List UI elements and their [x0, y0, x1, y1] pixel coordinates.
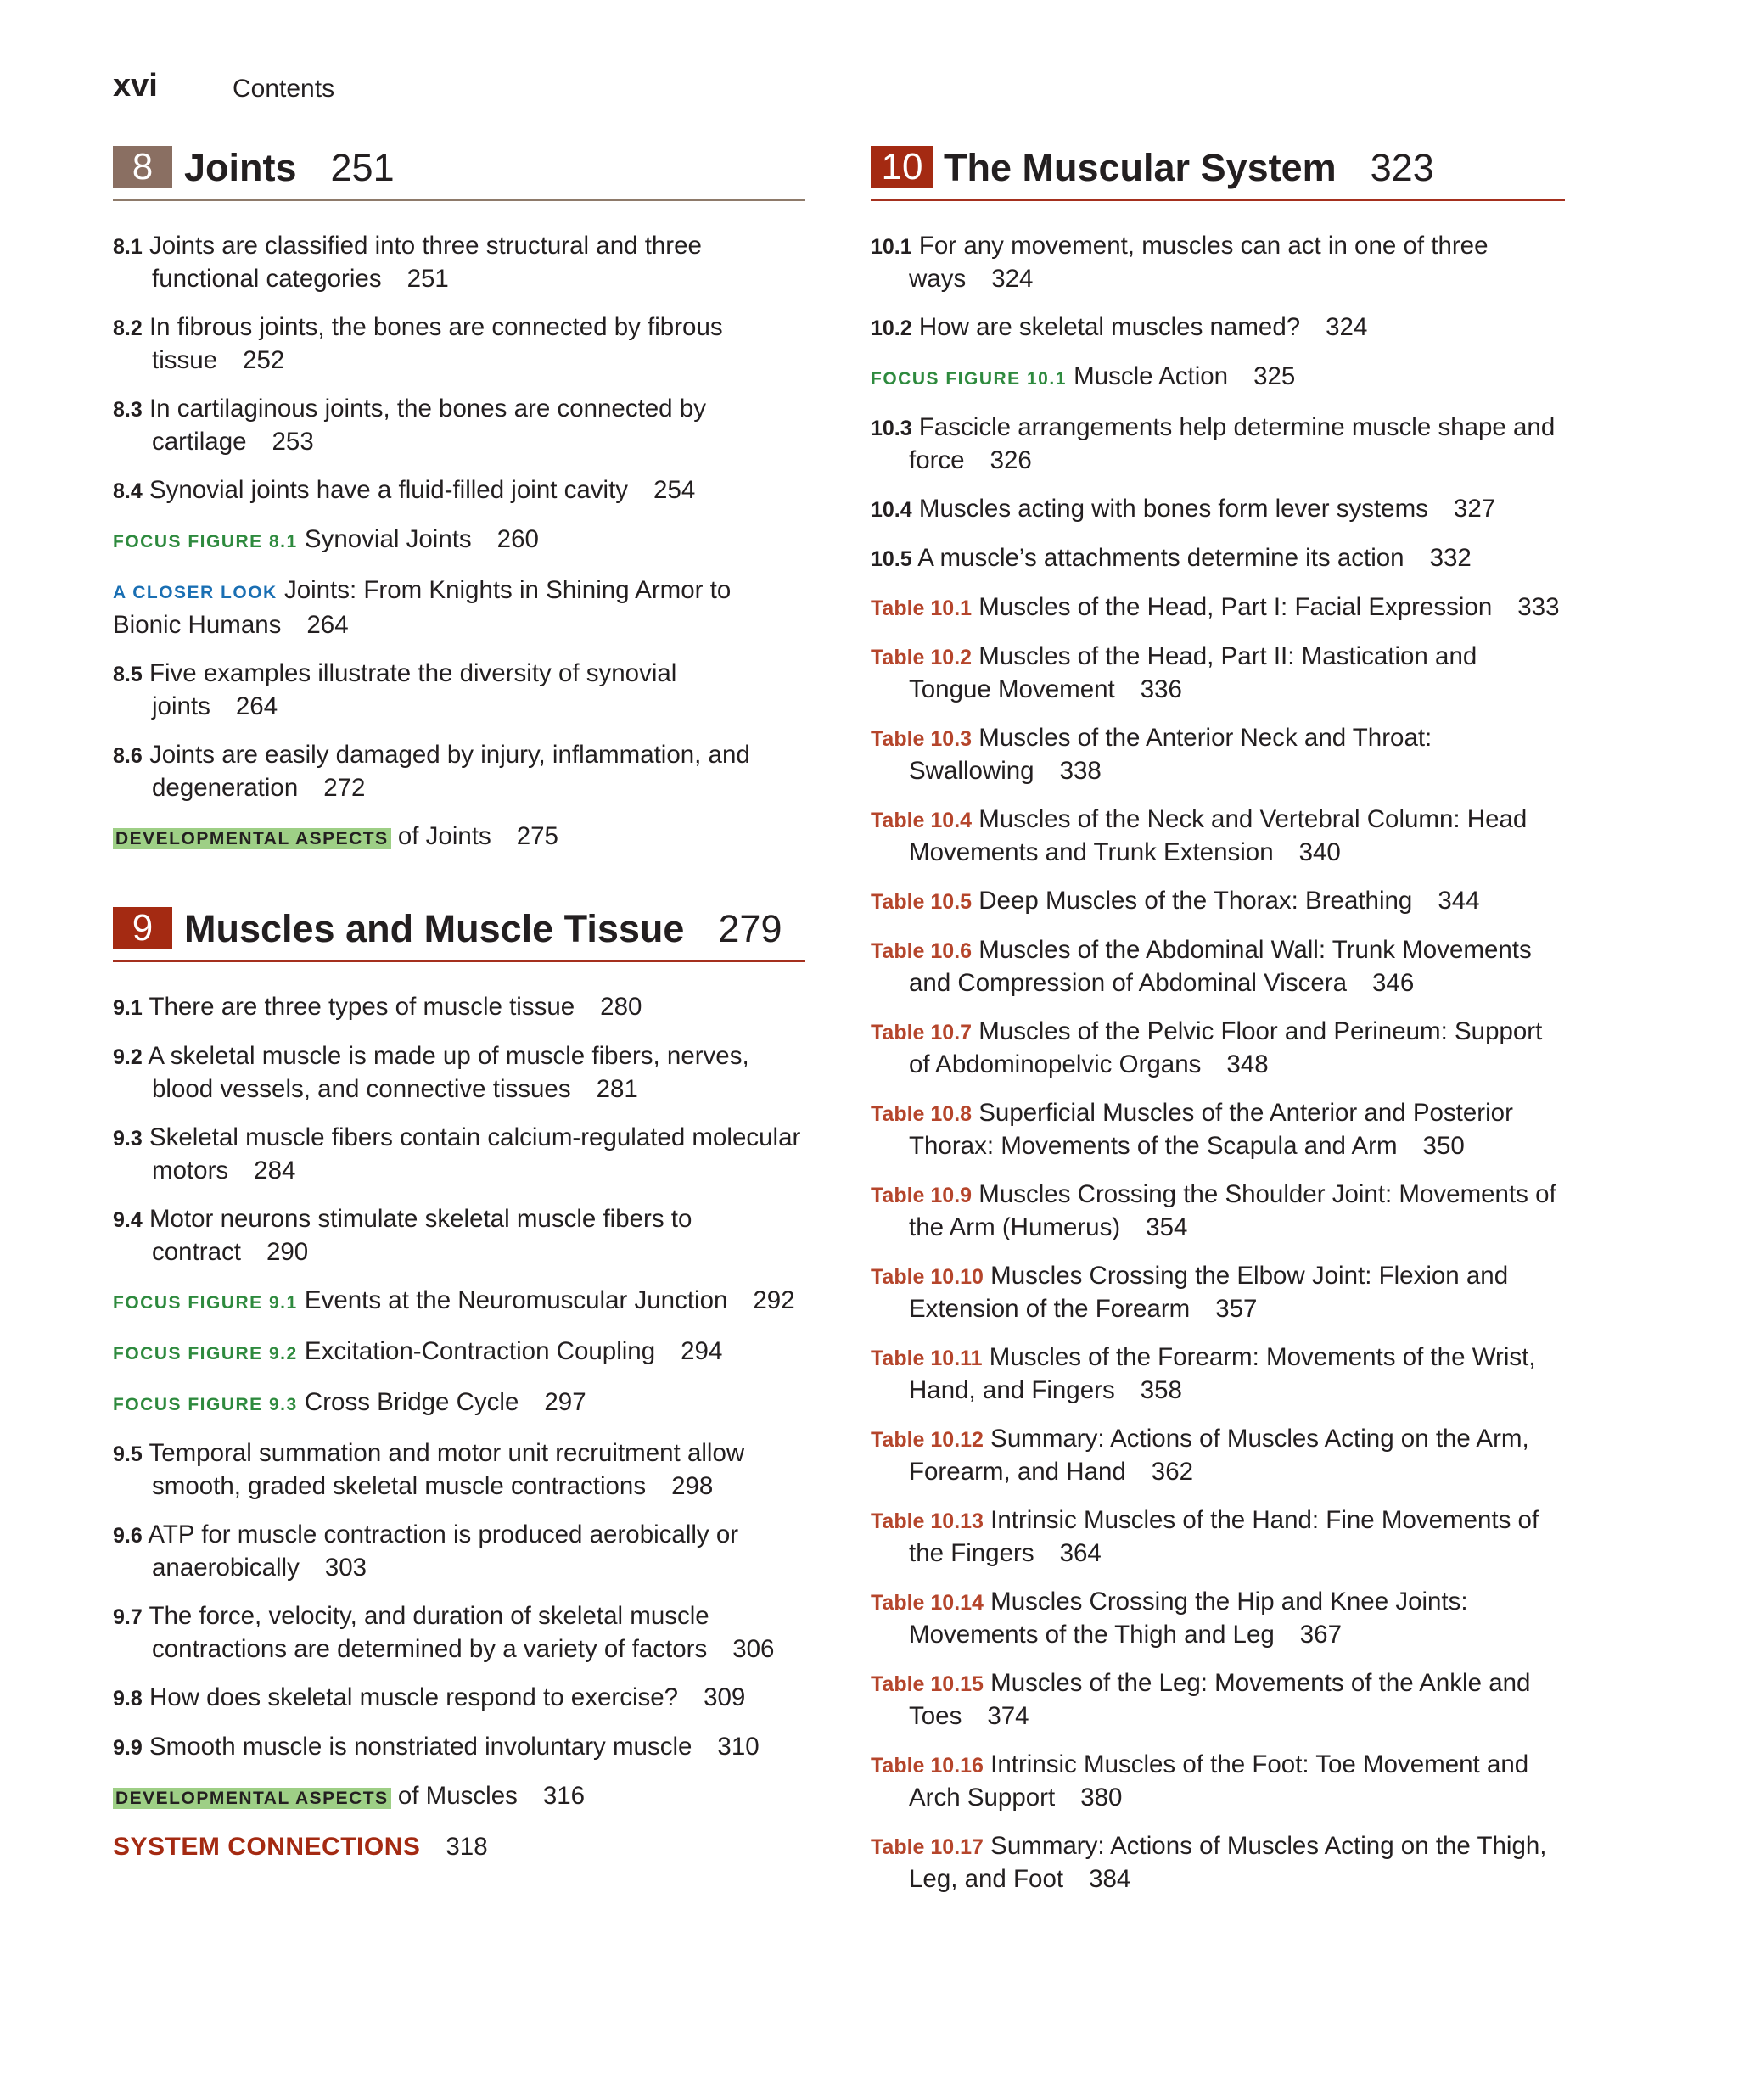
section-title: Temporal summation and motor unit recruitment allow smooth, graded skeletal muscle contractions — [149, 1439, 745, 1500]
section-number: 9.6 — [113, 1524, 143, 1548]
table-label: Table 10.17 — [871, 1835, 984, 1859]
section-title: ATP for muscle contraction is produced aerobically or anaerobically — [148, 1520, 739, 1582]
table-label: Table 10.6 — [871, 939, 973, 963]
page-ref: 374 — [987, 1702, 1029, 1730]
focus-figure-tag: FOCUS FIGURE 10.1 — [871, 369, 1067, 389]
page-ref: 338 — [1059, 757, 1102, 785]
section-title: Muscles Crossing the Hip and Knee Joints: Movements of the Thigh and Leg — [909, 1588, 1468, 1649]
toc-entry-8-3[interactable] — [113, 393, 805, 458]
developmental-aspects-tag: DEVELOPMENTAL ASPECTS — [113, 1788, 391, 1809]
chapter-number: 8 — [113, 146, 172, 188]
toc-entry-8-5[interactable] — [113, 658, 805, 723]
focus-figure-tag: FOCUS FIGURE 8.1 — [113, 532, 298, 552]
page-ref: 324 — [1326, 313, 1368, 341]
section-title: Joints are easily damaged by injury, inflammation, and degeneration — [149, 741, 750, 802]
toc-entry-focus-figure[interactable] — [113, 1386, 805, 1421]
section-title: For any movement, muscles can act in one of three ways — [909, 232, 1489, 293]
toc-entry-table-10-13[interactable] — [871, 1504, 1565, 1570]
developmental-aspects-tag: DEVELOPMENTAL ASPECTS — [113, 828, 391, 849]
page-ref: 354 — [1146, 1213, 1188, 1241]
page-ref: 251 — [406, 265, 449, 293]
toc-entry-closer-look[interactable] — [113, 574, 805, 641]
page-ref: 362 — [1151, 1458, 1194, 1486]
page-ref: 292 — [753, 1286, 795, 1314]
page-ref: 309 — [704, 1683, 746, 1711]
section-title: Skeletal muscle fibers contain calcium-regulated molecular motors — [149, 1123, 801, 1184]
section-number: 9.1 — [113, 996, 143, 1020]
table-label: Table 10.1 — [871, 596, 973, 620]
toc-entry-10-2[interactable] — [871, 311, 1565, 344]
page-ref: 336 — [1140, 675, 1182, 703]
toc-entry-8-2[interactable] — [113, 311, 805, 377]
section-number: 8.2 — [113, 316, 143, 340]
toc-entry-table-10-3[interactable] — [871, 722, 1565, 787]
chapter-page: 251 — [330, 146, 395, 189]
toc-entry-system-connections[interactable] — [113, 1831, 805, 1863]
section-title: Muscles of the Head, Part II: Mastication and Tongue Movement — [909, 642, 1477, 703]
section-title: Joints: From Knights in Shining Armor to Bionic Humans — [113, 576, 732, 639]
toc-entry-developmental-aspects[interactable] — [113, 820, 805, 855]
section-title: Smooth muscle is nonstriated involuntary muscle — [149, 1733, 692, 1761]
page-ref: 303 — [324, 1554, 367, 1582]
chapter-number: 10 — [871, 146, 933, 188]
section-title: of Muscles — [397, 1782, 518, 1810]
table-label: Table 10.14 — [871, 1591, 984, 1615]
toc-entry-9-2[interactable] — [113, 1040, 805, 1106]
section-number: 9.3 — [113, 1127, 143, 1151]
running-head: Contents — [233, 75, 335, 103]
page-ref: 260 — [496, 525, 539, 553]
section-number: 9.9 — [113, 1736, 143, 1760]
toc-entry-9-9[interactable] — [113, 1731, 805, 1764]
toc-entry-9-5[interactable] — [113, 1437, 805, 1503]
section-title: Muscles Crossing the Shoulder Joint: Movements of the Arm (Humerus) — [909, 1180, 1556, 1241]
chapter-page: 323 — [1370, 146, 1434, 189]
toc-entry-table-10-1[interactable] — [871, 591, 1565, 624]
section-number: 9.5 — [113, 1442, 143, 1466]
toc-entry-9-3[interactable] — [113, 1122, 805, 1187]
section-title: Synovial Joints — [304, 525, 472, 553]
section-title: Intrinsic Muscles of the Hand: Fine Movements of the Fingers — [909, 1506, 1539, 1567]
chapter-number: 9 — [113, 907, 172, 949]
page-ref: 275 — [516, 822, 558, 850]
toc-entry-9-4[interactable] — [113, 1203, 805, 1268]
section-number: 10.4 — [871, 498, 912, 522]
left-column — [113, 146, 805, 1879]
chapter-title: Joints 251 — [184, 146, 395, 189]
page-ref: 253 — [272, 428, 314, 456]
page-ref: 298 — [671, 1472, 714, 1500]
section-number: 8.6 — [113, 744, 143, 768]
page-ref: 327 — [1453, 495, 1496, 523]
section-title: Muscles Crossing the Elbow Joint: Flexion and Extension of the Forearm — [909, 1262, 1509, 1323]
table-label: Table 10.15 — [871, 1672, 984, 1696]
table-label: Table 10.13 — [871, 1509, 984, 1533]
section-title: Deep Muscles of the Thorax: Breathing — [978, 887, 1413, 915]
toc-entry-8-1[interactable] — [113, 230, 805, 295]
section-title: Excitation-Contraction Coupling — [304, 1337, 656, 1365]
toc-entry-table-10-16[interactable] — [871, 1749, 1565, 1814]
section-title: Joints are classified into three structural and three functional categories — [149, 232, 702, 293]
section-number: 8.1 — [113, 235, 143, 259]
section-title: Muscle Action — [1074, 362, 1229, 390]
chapter-title: Muscles and Muscle Tissue 279 — [184, 907, 782, 950]
page-ref: 367 — [1299, 1621, 1342, 1649]
section-title: Superficial Muscles of the Anterior and Posterior Thorax: Movements of the Scapula and Arm — [909, 1099, 1513, 1160]
table-label: Table 10.9 — [871, 1184, 973, 1207]
toc-entry-10-1[interactable] — [871, 230, 1565, 295]
section-title: Muscles acting with bones form lever systems — [918, 495, 1428, 523]
toc-entry-table-10-4[interactable] — [871, 804, 1565, 869]
section-title: In cartilaginous joints, the bones are connected by cartilage — [149, 395, 706, 456]
page-ref: 350 — [1422, 1132, 1465, 1160]
section-title: Events at the Neuromuscular Junction — [304, 1286, 728, 1314]
page-ref: 254 — [653, 476, 696, 504]
page-ref: 318 — [446, 1833, 488, 1861]
section-number: 10.1 — [871, 235, 912, 259]
toc-entry-table-10-10[interactable] — [871, 1260, 1565, 1325]
section-title: A skeletal muscle is made up of muscle fibers, nerves, blood vessels, and connective tissues — [148, 1042, 749, 1103]
chapter-spacer — [113, 871, 805, 907]
table-label: Table 10.7 — [871, 1021, 973, 1044]
page-ref: 306 — [732, 1635, 775, 1663]
toc-entry-table-10-12[interactable] — [871, 1423, 1565, 1488]
toc-entry-10-3[interactable] — [871, 412, 1565, 477]
toc-entry-table-10-11[interactable] — [871, 1341, 1565, 1407]
section-title: Synovial joints have a fluid-filled joint cavity — [149, 476, 629, 504]
section-title: Cross Bridge Cycle — [304, 1388, 519, 1416]
section-number: 9.4 — [113, 1208, 143, 1232]
page-ref: 332 — [1429, 544, 1472, 572]
focus-figure-tag: FOCUS FIGURE 9.3 — [113, 1395, 298, 1414]
toc-entry-9-1[interactable] — [113, 991, 805, 1024]
page-ref: 364 — [1059, 1539, 1102, 1567]
chapter-8-heading[interactable] — [113, 146, 805, 201]
toc-entry-developmental-aspects[interactable] — [113, 1780, 805, 1815]
focus-figure-tag: FOCUS FIGURE 9.2 — [113, 1344, 298, 1364]
focus-figure-tag: FOCUS FIGURE 9.1 — [113, 1293, 298, 1313]
page-ref: 384 — [1089, 1865, 1131, 1893]
table-label: Table 10.3 — [871, 727, 973, 751]
page-number: xvi — [113, 68, 158, 104]
section-number: 8.5 — [113, 663, 143, 686]
section-title: Muscles of the Head, Part I: Facial Expression — [978, 593, 1493, 621]
toc-entry-9-8[interactable] — [113, 1682, 805, 1715]
page-ref: 297 — [544, 1388, 586, 1416]
section-number: 8.3 — [113, 398, 143, 422]
section-title: How does skeletal muscle respond to exercise? — [149, 1683, 679, 1711]
system-connections-tag: SYSTEM CONNECTIONS — [113, 1833, 421, 1861]
toc-entry-8-4[interactable] — [113, 474, 805, 507]
section-title: Muscles of the Anterior Neck and Throat: Swallowing — [909, 724, 1432, 785]
toc-entry-8-6[interactable] — [113, 739, 805, 804]
toc-entry-table-10-6[interactable] — [871, 934, 1565, 1000]
section-title: The force, velocity, and duration of skeletal muscle contractions are determined by a variety of factors — [149, 1602, 709, 1663]
page-ref: 252 — [243, 346, 285, 374]
section-title: Fascicle arrangements help determine muscle shape and force — [909, 413, 1556, 474]
page-ref: 284 — [254, 1156, 296, 1184]
table-label: Table 10.5 — [871, 890, 973, 914]
section-title: Intrinsic Muscles of the Foot: Toe Movement and Arch Support — [909, 1750, 1529, 1812]
section-title: of Joints — [397, 822, 491, 850]
section-title: In fibrous joints, the bones are connected by fibrous tissue — [149, 313, 723, 374]
toc-entry-10-4[interactable] — [871, 493, 1565, 526]
page-ref: 264 — [235, 692, 278, 720]
table-label: Table 10.4 — [871, 809, 973, 832]
toc-entry-focus-figure[interactable] — [113, 1336, 805, 1370]
toc-entry-focus-figure[interactable] — [113, 1285, 805, 1319]
table-label: Table 10.8 — [871, 1102, 973, 1126]
section-title: There are three types of muscle tissue — [149, 993, 575, 1021]
page-ref: 325 — [1253, 362, 1296, 390]
section-title: A muscle’s attachments determine its action — [917, 544, 1404, 572]
page-ref: 264 — [306, 611, 349, 639]
toc-entry-focus-figure[interactable] — [113, 524, 805, 558]
page-ref: 326 — [990, 446, 1032, 474]
section-title: Summary: Actions of Muscles Acting on the Arm, Forearm, and Hand — [909, 1425, 1529, 1486]
page-ref: 290 — [266, 1238, 309, 1266]
table-label: Table 10.2 — [871, 646, 973, 669]
page-ref: 348 — [1226, 1050, 1269, 1078]
toc-entry-table-10-15[interactable] — [871, 1667, 1565, 1733]
page-ref: 380 — [1080, 1784, 1123, 1812]
chapter-page: 279 — [718, 907, 782, 950]
section-title: Motor neurons stimulate skeletal muscle fibers to contract — [149, 1205, 692, 1266]
page-ref: 344 — [1438, 887, 1480, 915]
page-ref: 357 — [1215, 1295, 1258, 1323]
right-column — [871, 146, 1565, 1912]
toc-entry-focus-figure[interactable] — [871, 361, 1565, 395]
toc-entry-table-10-5[interactable] — [871, 885, 1565, 918]
toc-entry-9-6[interactable] — [113, 1519, 805, 1584]
toc-entry-table-10-9[interactable] — [871, 1179, 1565, 1244]
toc-entry-9-7[interactable] — [113, 1600, 805, 1666]
section-number: 10.2 — [871, 316, 912, 340]
page-ref: 333 — [1517, 593, 1560, 621]
page-ref: 346 — [1372, 969, 1415, 997]
page-ref: 358 — [1140, 1376, 1182, 1404]
section-number: 9.7 — [113, 1605, 143, 1629]
page-ref: 324 — [991, 265, 1034, 293]
section-title: Muscles of the Pelvic Floor and Perineum: Support of Abdominopelvic Organs — [909, 1017, 1543, 1078]
section-number: 10.3 — [871, 417, 912, 440]
section-title: Muscles of the Neck and Vertebral Column: Head Movements and Trunk Extension — [909, 805, 1528, 866]
chapter-10-heading[interactable] — [871, 146, 1565, 201]
page-ref: 310 — [717, 1733, 760, 1761]
toc-entry-table-10-14[interactable] — [871, 1586, 1565, 1651]
section-number: 9.8 — [113, 1687, 143, 1711]
page-ref: 316 — [542, 1782, 586, 1810]
toc-entry-table-10-2[interactable] — [871, 641, 1565, 706]
section-title: Summary: Actions of Muscles Acting on the Thigh, Leg, and Foot — [909, 1832, 1547, 1893]
section-title: Five examples illustrate the diversity of synovial joints — [149, 659, 677, 720]
section-number: 10.5 — [871, 547, 912, 571]
table-label: Table 10.12 — [871, 1428, 984, 1452]
page-ref: 281 — [596, 1075, 638, 1103]
section-title: Muscles of the Forearm: Movements of the Wrist, Hand, and Fingers — [909, 1343, 1536, 1404]
chapter-title: The Muscular System 323 — [944, 146, 1434, 189]
toc-entry-table-10-17[interactable] — [871, 1830, 1565, 1896]
toc-entry-10-5[interactable] — [871, 542, 1565, 575]
table-label: Table 10.10 — [871, 1265, 984, 1289]
toc-entry-table-10-7[interactable] — [871, 1016, 1565, 1081]
section-title: Muscles of the Leg: Movements of the Ankle and Toes — [909, 1669, 1531, 1730]
section-number: 9.2 — [113, 1045, 143, 1069]
page-ref: 294 — [681, 1337, 723, 1365]
toc-entry-table-10-8[interactable] — [871, 1097, 1565, 1162]
page-ref: 340 — [1298, 838, 1341, 866]
page-ref: 280 — [600, 993, 642, 1021]
closer-look-tag: A CLOSER LOOK — [113, 583, 278, 602]
section-title: How are skeletal muscles named? — [918, 313, 1301, 341]
section-number: 8.4 — [113, 479, 143, 503]
section-title: Muscles of the Abdominal Wall: Trunk Movements and Compression of Abdominal Viscera — [909, 936, 1532, 997]
chapter-9-heading[interactable] — [113, 907, 805, 962]
table-label: Table 10.16 — [871, 1754, 984, 1778]
table-label: Table 10.11 — [871, 1347, 983, 1370]
page-ref: 272 — [323, 774, 366, 802]
